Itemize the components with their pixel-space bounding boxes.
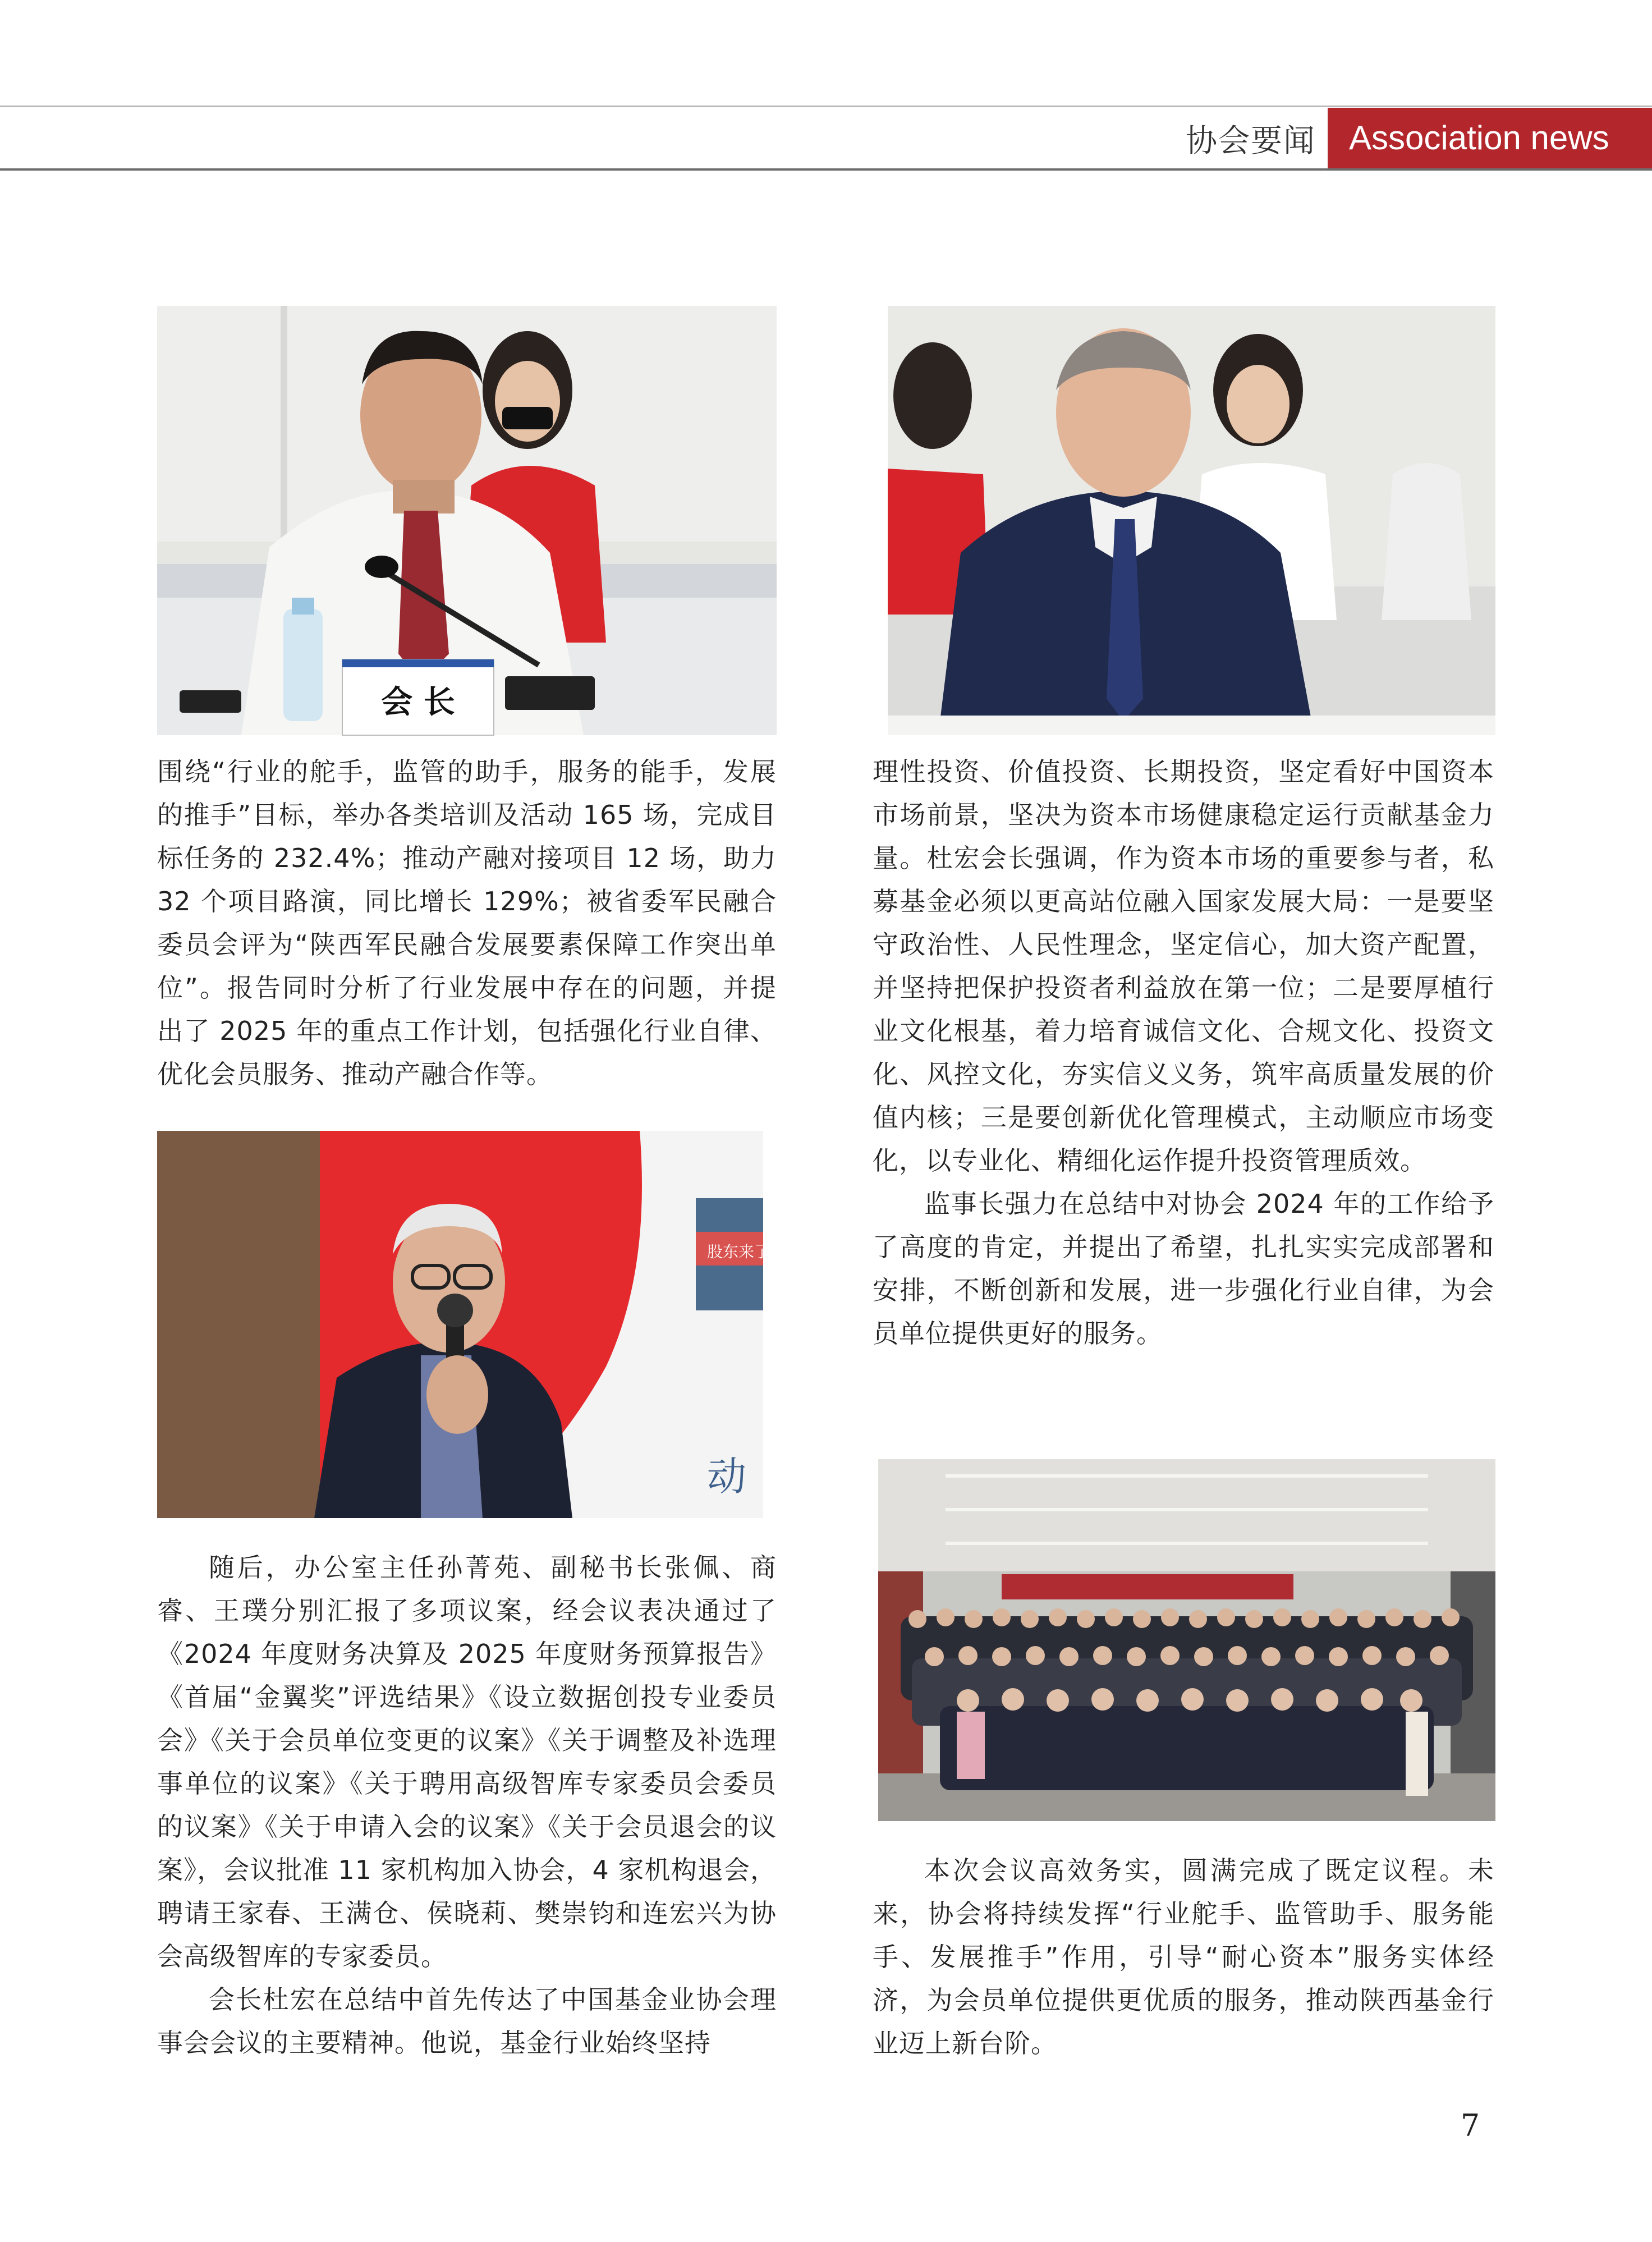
header-rule (0, 168, 1652, 171)
right-column-bottom (873, 1849, 1494, 2065)
paragraph: 理性投资、价值投资、长期投资，坚定看好中国资本市场前景，坚决为资本市场健康稳定运行贡献基金力量。杜宏会长强调，作为资本市场的重要参与者，私募基金必须以更高站位融入国家发展大局：一是要坚守政治性、人民性理念，坚定信心，加大资产配置，并坚持把保护投资者利益放在第一位；二是要厚植行业文化根基，着力培育诚信文化、合规文化、投资文化、风控文化，夯实信义义务，筑牢高质量发展的价值内核；三是要创新优化管理模式，主动顺应市场变化，以专业化、精细化运作提升投资管理质效。 (873, 756, 1494, 1176)
right-column-top (873, 750, 1494, 1355)
speaker-photo (157, 1131, 770, 1518)
paragraph: 围绕“行业的舵手，监管的助手，服务的能手，发展的推手”目标，举办各类培训及活动 165 场，完成目标任务的 232.4%；推动产融对接项目 12 场，助力 32 个项目路演，同比增长 129%；被省委军民融合委员会评为“陕西军民融合发展要素保障工作突出单位”。报告同时分析了行业发展中存在的问题，并提出了 2025 年的重点工作计划，包括强化行业自律、优化会员服务、推动产融合作等。 (157, 756, 777, 1089)
paragraph: 本次会议高效务实，圆满完成了既定议程。未来，协会将持续发挥“行业舵手、监管助手、服务能手、发展推手”作用，引导“耐心资本”服务实体经济，为会员单位提供更优质的服务，推动陕西基金行业迈上新台阶。 (873, 1855, 1494, 2058)
section-title-en: Association news (1328, 108, 1652, 168)
supervisor-photo (888, 306, 1495, 735)
paragraph: 会长杜宏在总结中首先传达了中国基金业协会理事会会议的主要精神。他说，基金行业始终坚持 (157, 1984, 777, 2058)
header-top-rule (0, 106, 1652, 107)
left-column-top (157, 750, 777, 1096)
left-column-bottom (157, 1546, 777, 2065)
chairman-photo (157, 306, 777, 735)
group-photo (878, 1459, 1495, 1821)
page-number: 7 (1460, 2108, 1480, 2143)
paragraph: 随后，办公室主任孙菁苑、副秘书长张佩、商睿、王璞分别汇报了多项议案，经会议表决通过了《2024 年度财务决算及 2025 年度财务预算报告》《首届“金翼奖”评选结果》《设立数据创投专业委员会》《关于会员单位变更的议案》《关于调整及补选理事单位的议案》《关于聘用高级智库专家委员会委员的议案》《关于申请入会的议案》《关于会员退会的议案》，会议批准 11 家机构加入协会，4 家机构退会，聘请王家春、王满仓、侯晓莉、樊崇钧和连宏兴为协会高级智库的专家委员。 (157, 1552, 777, 1972)
wall-text: 动 (707, 1454, 746, 1500)
nameplate-label: 会 长 (381, 684, 455, 721)
banner-text: 股东来了 (707, 1243, 770, 1261)
paragraph: 监事长强力在总结中对协会 2024 年的工作给予了高度的肯定，并提出了希望，扎扎实实完成部署和安排，不断创新和发展，进一步强化行业自律，为会员单位提供更好的服务。 (873, 1189, 1494, 1349)
section-title-zh: 协会要闻 (1186, 123, 1316, 159)
